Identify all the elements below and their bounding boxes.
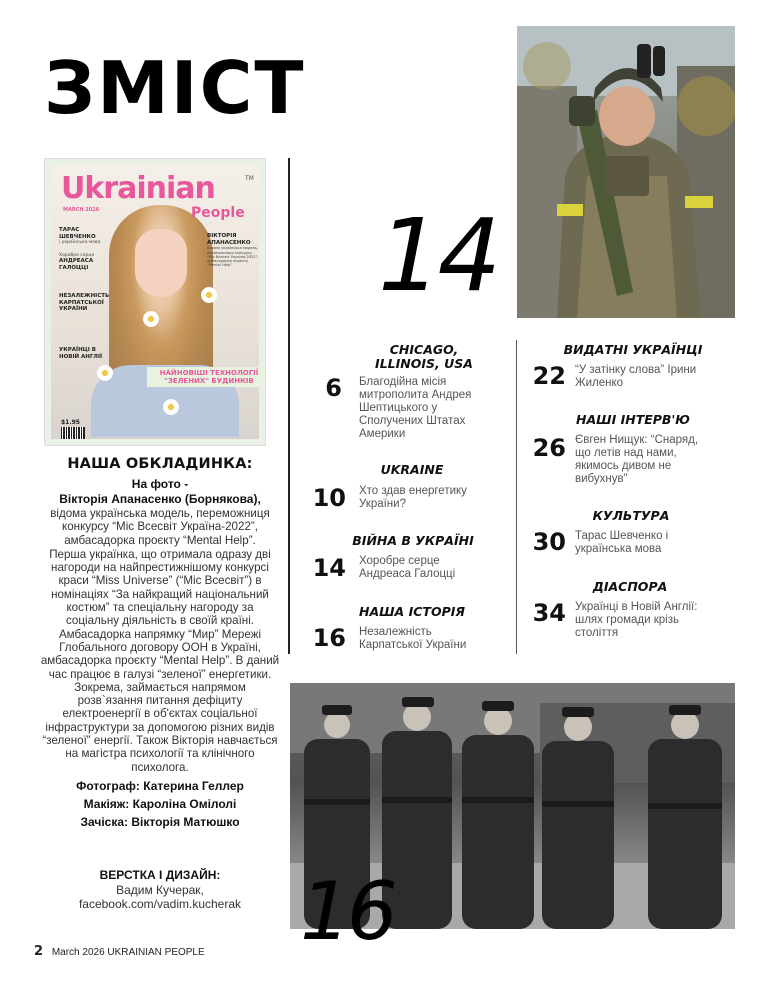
column-divider-thin	[516, 340, 517, 654]
toc-section-head: ВИДАТНІ УКРАЇНЦІ	[563, 342, 703, 357]
credit-makeup: Макіяж: Кароліна Омілолі	[83, 796, 237, 811]
toc-section-head: КУЛЬТУРА	[592, 508, 670, 523]
toc-page-number[interactable]: 14	[312, 554, 346, 582]
cover-mag-name: Ukrainian	[61, 171, 215, 206]
photo-label: На фото -	[131, 477, 189, 491]
page-title: ЗМІСТ	[44, 46, 306, 130]
toc-entry-text[interactable]: Хоробре серце Андреаса Галоцці	[359, 555, 456, 580]
cover-item-sub: Хоробре серце	[59, 253, 95, 258]
toc-section-head: НАША ІСТОРІЯ	[358, 604, 466, 619]
toc-page-number[interactable]: 22	[532, 362, 566, 390]
toc-page-number[interactable]: 16	[312, 624, 346, 652]
cover-background	[51, 165, 259, 439]
cover-item-title: ТАРАС ШЕВЧЕНКО	[59, 227, 96, 240]
cover-item-title: УКРАЇНЦІ В НОВІЙ АНГЛІЇ	[59, 347, 103, 360]
cover-section-heading: НАША ОБКЛАДИНКА:	[67, 456, 253, 472]
daisy-icon	[201, 287, 217, 303]
designer-link[interactable]: facebook.com/vadim.kucherak	[78, 897, 242, 911]
cover-model-face	[135, 229, 187, 297]
toc-entry-text[interactable]: Незалежність Карпатської України	[359, 626, 467, 651]
toc-entry-text[interactable]: “У затінку слова” Ірини Жиленко	[575, 364, 697, 389]
person-intro: відома українська модель, переможниця конкурсу “Міс Всесвіт Україна-2022”, амбасадорка проєкту “Mental Help”.	[50, 507, 270, 547]
cover-right-title: ВІКТОРІЯ АПАНАСЕНКО	[207, 233, 251, 246]
toc-page-number[interactable]: 34	[532, 599, 566, 627]
magazine-cover	[44, 158, 266, 446]
toc-page-number[interactable]: 26	[532, 434, 566, 462]
column-divider	[288, 158, 290, 654]
toc-page-number[interactable]: 10	[312, 484, 346, 512]
cover-item	[59, 227, 111, 246]
soldier-photo	[517, 26, 735, 318]
cover-item-sub: і українська мова	[59, 240, 101, 246]
toc-section-head: ДІАСПОРА	[592, 579, 668, 594]
toc-entry-text[interactable]: Хто здав енергетику України?	[359, 485, 467, 510]
cover-item-right	[207, 233, 259, 268]
cover-description	[40, 456, 280, 831]
credit-photographer: Фотограф: Катерина Геллер	[76, 778, 244, 793]
toc-section-head: НАШІ ІНТЕРВ'Ю	[576, 412, 690, 427]
credit-hair: Зачіска: Вікторія Матюшко	[80, 814, 240, 829]
toc-entry-text[interactable]: Українці в Новій Англії: шлях громади крізь століття	[575, 601, 698, 639]
daisy-icon	[143, 311, 159, 327]
cover-mag-name-2: People	[191, 205, 245, 221]
toc-page-number[interactable]: 6	[325, 374, 342, 402]
cover-item-title: АНДРЕАСА ГАЛОЦЦІ	[59, 258, 94, 271]
big-page-number: 14	[378, 197, 498, 314]
cover-price: $1.95	[61, 419, 80, 426]
cover-item	[59, 347, 107, 360]
layout-credits	[40, 868, 280, 911]
cover-tm: TM	[245, 175, 254, 182]
footer-issue: March 2026 UKRAINIAN PEOPLE	[51, 947, 205, 958]
page-footer	[34, 944, 205, 959]
person-bio: Перша українка, що отримала одразу дві нагороди на найпрестижнішому конкурсі краси “Miss Universe” (“Міс Всесвіт”) в номінаціях “За найкращий національний костюм” та спеціальну нагороду за соціальну діяльність в своїй країні. Амбасадорка напрямку “Мир” Мережі Глобального договору ООН в Україні, амбасадорка проєкту “Mental Help”. В даний час працює в галузі “зеленої” енергетики. Зокрема, займається напрямом розв`язання питання дефіциту електроенергії в об'єктах соціальної інфраструктури за допомогою різних видів “зеленої” енергії. Також Вікторія навчається на магістра психології та клінічного психолога.	[40, 547, 280, 774]
daisy-icon	[97, 365, 113, 381]
big-page-number: 16	[300, 865, 394, 958]
soldier-illustration	[517, 26, 735, 318]
toc-entry-text[interactable]: Тарас Шевченко і українська мова	[575, 530, 669, 555]
toc-page-number[interactable]: 30	[532, 528, 566, 556]
cover-item	[59, 253, 111, 272]
toc-entry-text[interactable]: Євген Нищук: “Снаряд, що летів над нами, якимось дивом не вибухнув”	[575, 434, 699, 485]
toc-section-head: UKRAINE	[380, 462, 444, 477]
barcode-icon	[61, 427, 85, 439]
layout-heading: ВЕРСТКА І ДИЗАЙН:	[99, 868, 221, 882]
toc-section-head: ВІЙНА В УКРАЇНІ	[352, 533, 474, 548]
designer-name: Вадим Кучерак,	[116, 883, 204, 897]
cover-banner: НАЙНОВІШІ ТЕХНОЛОГІЇ "ЗЕЛЕНИХ" БУДИНКІВ	[147, 367, 266, 387]
footer-page-number: 2	[34, 944, 44, 959]
daisy-icon	[163, 399, 179, 415]
cover-item-title: НЕЗАЛЕЖНІСТЬ КАРПАТСЬКОЇ УКРАЇНИ	[59, 293, 110, 313]
person-name: Вікторія Апанасенко (Борнякова),	[59, 492, 261, 506]
toc-entry-text[interactable]: Благодійна місія митрополита Андрея Шептицького у Сполучених Штатах Америки	[359, 376, 472, 440]
cover-right-sub: Відома українська модель, переможниця конкурсу "Міс Всесвіт Україна-2022", амбасадорка проєкту "Mental Help"	[207, 246, 259, 268]
cover-item	[59, 293, 115, 313]
toc-section-head: CHICAGO, ILLINOIS, USA	[375, 342, 473, 371]
cover-date: MARCH 2026	[63, 207, 100, 213]
